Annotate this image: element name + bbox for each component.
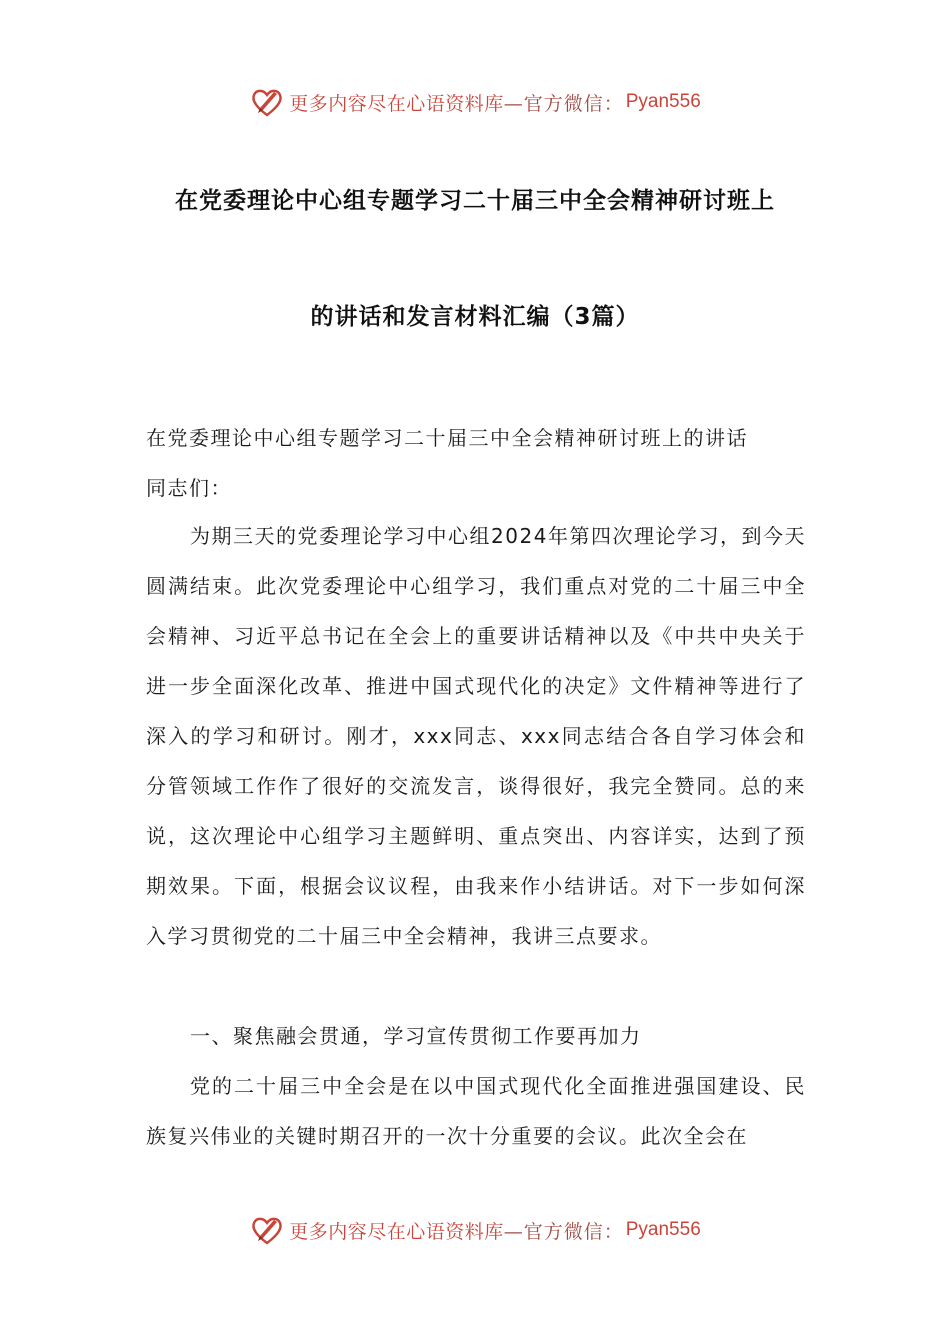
watermark-banner-top	[0, 82, 950, 122]
watermark-wechat-id: Pyan556	[625, 91, 701, 112]
pen-heart-logo-icon	[249, 1212, 285, 1248]
document-title-line2: 的讲话和发言材料汇编（3篇）	[310, 304, 640, 330]
body-paragraph: 党的二十届三中全会是在以中国式现代化全面推进强国建设、民族复兴伟业的关键时期召开的一次十分重要的会议。此次全会在	[146, 1074, 806, 1148]
speech-subtitle: 在党委理论中心组专题学习二十届三中全会精神研讨班上的讲话	[146, 426, 748, 450]
salutation: 同志们：	[146, 476, 232, 500]
section-heading: 一、聚焦融会贯通，学习宣传贯彻工作要再加力	[190, 1024, 642, 1048]
document-title-line1: 在党委理论中心组专题学习二十届三中全会精神研讨班上	[175, 188, 775, 214]
watermark-text: 更多内容尽在心语资料库	[289, 1220, 504, 1243]
watermark-wechat-id: Pyan556	[625, 1219, 701, 1240]
body-paragraph: 为期三天的党委理论学习中心组2024年第四次理论学习，到今天圆满结束。此次党委理论中心组学习，我们重点对党的二十届三中全会精神、习近平总书记在全会上的重要讲话精神以及《中共中央关于进一步全面深化改革、推进中国式现代化的决定》文件精神等进行了深入的学习和研讨。刚才，xxx同志、xxx同志结合各自学习体会和分管领域工作作了很好的交流发言，谈得很好，我完全赞同。总的来说，这次理论中心组学习主题鲜明、重点突出、内容详实，达到了预期效果。下面，根据会议议程，由我来作小结讲话。对下一步如何深入学习贯彻党的二十届三中全会精神，我讲三点要求。	[146, 524, 806, 948]
watermark-banner-bottom	[0, 1210, 950, 1250]
watermark-text: 更多内容尽在心语资料库	[289, 92, 504, 115]
watermark-suffix: —官方微信：	[503, 1220, 624, 1243]
pen-heart-logo-icon	[249, 84, 285, 120]
watermark-suffix: —官方微信：	[503, 92, 624, 115]
